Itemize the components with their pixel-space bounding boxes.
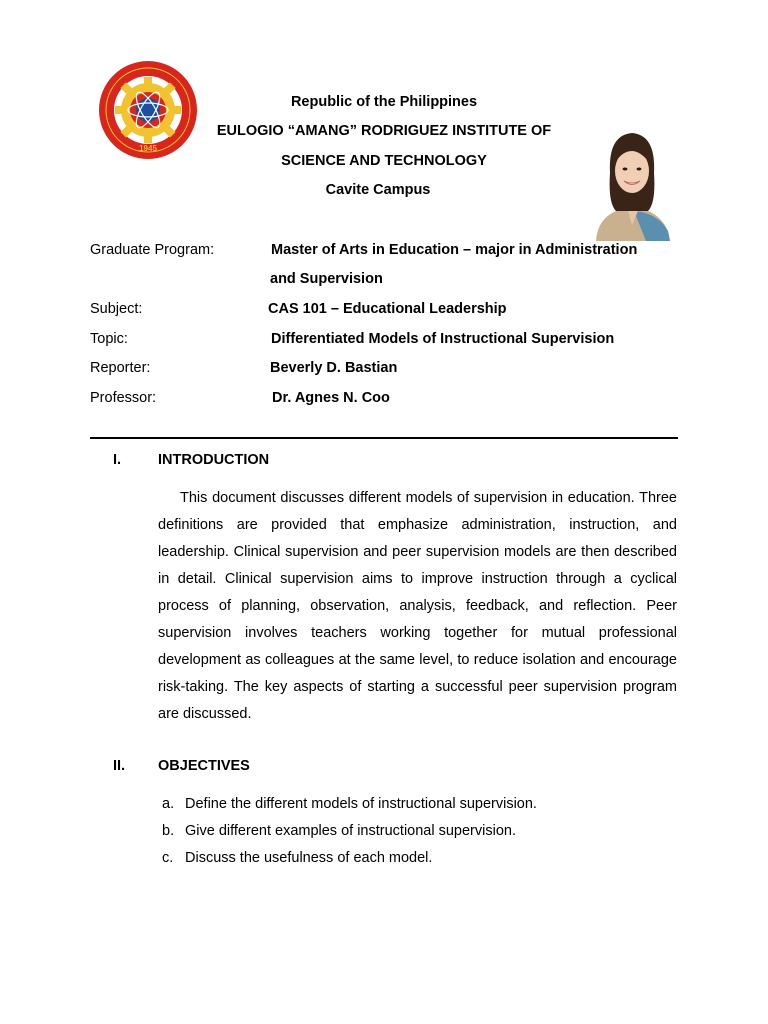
section-title-intro: INTRODUCTION	[158, 452, 270, 468]
reporter-photo	[588, 127, 676, 241]
subject-value: CAS 101 – Educational Leadership	[268, 301, 507, 317]
reporter-value: Beverly D. Bastian	[270, 360, 398, 376]
institution-logo	[96, 60, 200, 160]
graduate-program-value: Master of Arts in Education – major in Administration	[271, 242, 638, 258]
objective-letter: c.	[162, 850, 174, 866]
horizontal-divider	[90, 437, 678, 439]
header-country: Republic of the Philippines	[290, 94, 478, 110]
objective-item: Discuss the usefulness of each model.	[185, 850, 433, 866]
subject-label: Subject:	[90, 301, 143, 317]
introduction-paragraph: This document discusses different models of supervision in education. Three definitions are provided that emphasize administration, instruction, and leadership. Clinical supervision and peer supervision models are then described in detail. Clinical supervision aims to improve instruction through a cyclical process of planning, observation, analysis, feedback, and reflection. Peer supervision involves teachers working together for mutual professional development as colleagues at the same level, to reduce isolation and encourage risk-taking. The key aspects of starting a successful peer supervision program are discussed.	[158, 490, 677, 722]
objective-item: Give different examples of instructional supervision.	[185, 823, 516, 839]
topic-value: Differentiated Models of Instructional Supervision	[271, 331, 615, 347]
topic-label: Topic:	[90, 331, 128, 347]
reporter-label: Reporter:	[90, 360, 151, 376]
objective-item: Define the different models of instructional supervision.	[185, 796, 537, 812]
professor-value: Dr. Agnes N. Coo	[272, 390, 390, 406]
objective-letter: a.	[162, 796, 175, 812]
graduate-program-label: Graduate Program:	[90, 242, 215, 258]
section-number-objectives: II.	[113, 758, 126, 774]
section-number-intro: I.	[113, 452, 122, 468]
professor-label: Professor:	[90, 390, 157, 406]
objective-letter: b.	[162, 823, 175, 839]
logo-year: 1945	[139, 144, 157, 153]
graduate-program-value-cont: and Supervision	[270, 271, 383, 287]
header-campus: Cavite Campus	[325, 182, 431, 198]
header-institution: EULOGIO “AMANG” RODRIGUEZ INSTITUTE OF	[216, 123, 552, 139]
header-institution-cont: SCIENCE AND TECHNOLOGY	[281, 153, 487, 169]
section-title-objectives: OBJECTIVES	[158, 758, 250, 774]
